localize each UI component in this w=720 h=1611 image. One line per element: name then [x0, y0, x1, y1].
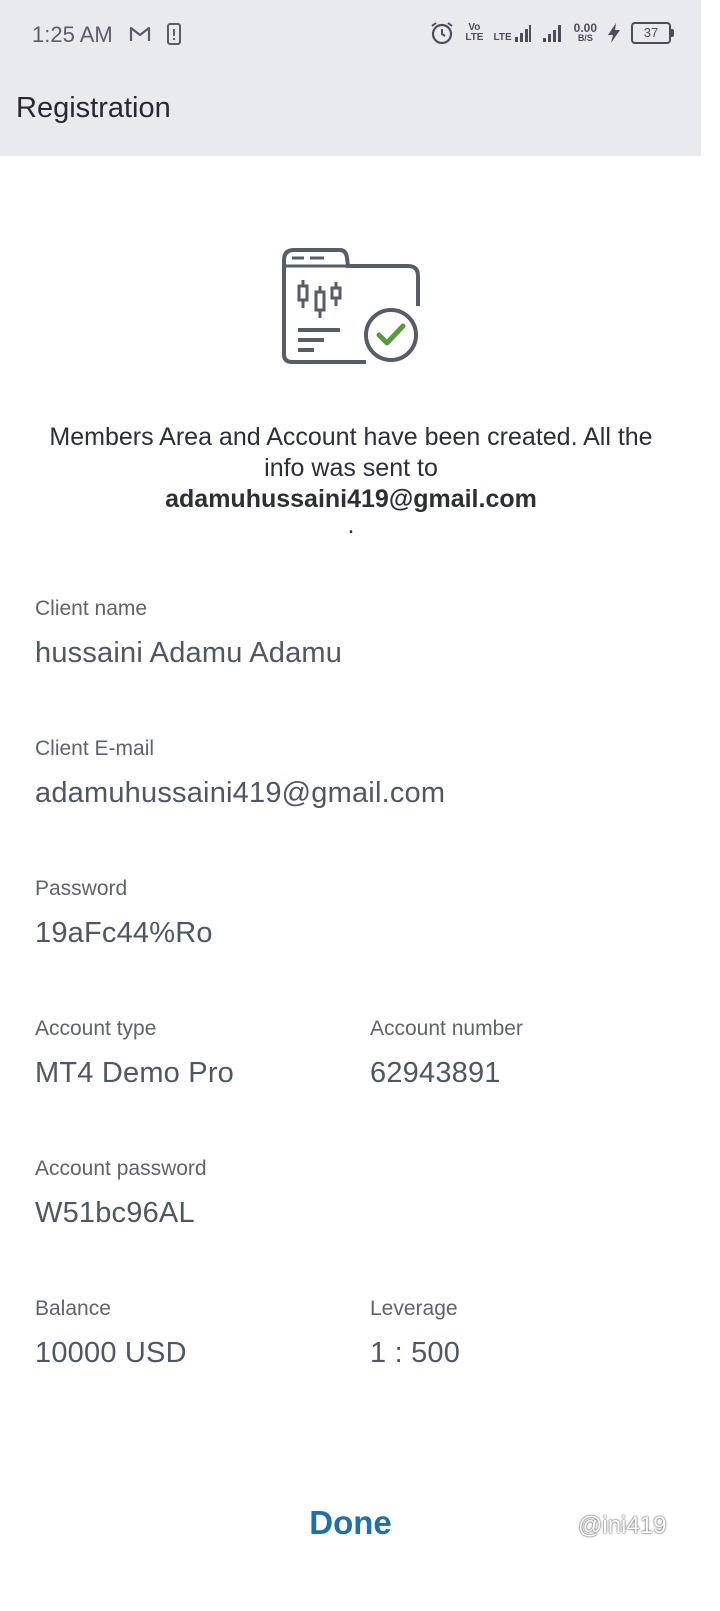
done-button[interactable]: Done — [0, 1504, 701, 1542]
network-speed — [574, 23, 597, 43]
signal-icon — [542, 23, 564, 43]
watermark: @ini419 — [578, 1512, 667, 1539]
page-title: Registration — [16, 92, 171, 124]
account-type-label: Account type — [35, 1017, 157, 1040]
account-number-value: 62943891 — [370, 1057, 501, 1089]
status-right-icons — [429, 20, 671, 46]
gmail-icon — [128, 22, 152, 46]
balance-value: 10000 USD — [35, 1337, 187, 1369]
edge-strip — [701, 0, 720, 1611]
speed-unit: B/S — [577, 33, 593, 43]
signal-icon — [514, 23, 532, 43]
leverage-label: Leverage — [370, 1297, 458, 1320]
account-type-value: MT4 Demo Pro — [35, 1057, 234, 1089]
volte-indicator: Vo LTE — [465, 22, 484, 43]
account-type-field — [35, 1017, 234, 1090]
message-email: adamuhussaini419@gmail.com — [165, 485, 537, 513]
password-value: 19aFc44%Ro — [35, 917, 213, 949]
account-number-field — [370, 1017, 523, 1090]
leverage-field — [370, 1297, 460, 1370]
confirmation-message — [40, 422, 662, 539]
account-password-field — [35, 1157, 207, 1230]
account-number-label: Account number — [370, 1017, 523, 1040]
password-field — [35, 877, 213, 950]
lte-label: LTE — [493, 32, 512, 43]
leverage-value: 1 : 500 — [370, 1337, 461, 1369]
phone-storage-icon — [166, 22, 182, 46]
balance-field — [35, 1297, 187, 1370]
client-name-value: hussaini Adamu Adamu — [35, 637, 343, 669]
alarm-icon — [429, 20, 455, 46]
client-email-label: Client E-mail — [35, 737, 155, 760]
speed-value: 0.00 — [573, 21, 597, 35]
app-bar — [0, 0, 701, 156]
client-name-field — [35, 597, 342, 670]
account-password-label: Account password — [35, 1157, 207, 1180]
lte-signal — [493, 23, 531, 43]
battery-icon: 37 — [631, 22, 671, 44]
password-label: Password — [35, 877, 128, 900]
client-email-field — [35, 737, 445, 810]
status-left-icons — [128, 22, 182, 46]
status-time: 1:25 AM — [32, 22, 113, 47]
charging-icon — [607, 22, 621, 44]
client-name-label: Client name — [35, 597, 148, 620]
trading-account-check-icon — [280, 246, 425, 368]
message-suffix: . — [347, 511, 355, 539]
account-password-value: W51bc96AL — [35, 1197, 195, 1229]
message-text: Members Area and Account have been created. All the info was sent to — [49, 423, 653, 482]
balance-label: Balance — [35, 1297, 111, 1320]
client-email-value: adamuhussaini419@gmail.com — [35, 777, 446, 809]
